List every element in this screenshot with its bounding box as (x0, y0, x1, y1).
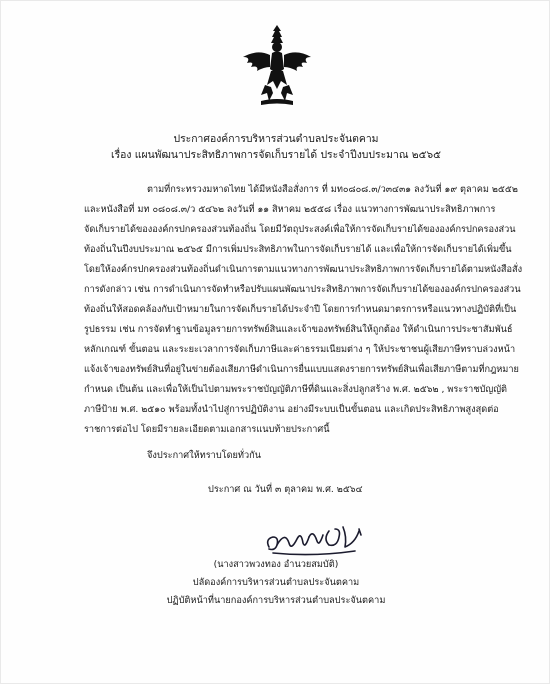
signatory-position: ปลัดองค์การบริหารส่วนตำบลประจันตคาม (192, 577, 360, 588)
closing-statement: จึงประกาศให้ทราบโดยทั่วกัน (147, 450, 261, 461)
handwritten-signature (263, 517, 373, 563)
body-line: ภาษีป้าย พ.ศ. ๒๕๑๐ พร้อมทั้งนำไปสู่การปฏิบัติงาน อย่างมีระบบเป็นขั้นตอน และเกิดประสิทธิภาพสูงสุดต่อ (84, 404, 499, 415)
body-line: แจ้งเจ้าของทรัพย์สินที่อยู่ในข่ายต้องเสียภาษีดำเนินการยื่นแบบแสดงรายการทรัพย์สินเพื่อเสียภาษีตามที่กฎหมาย (84, 364, 519, 375)
document-title: ประกาศองค์การบริหารส่วนตำบลประจันตคาม (173, 133, 379, 145)
document-subject: เรื่อง แผนพัฒนาประสิทธิภาพการจัดเก็บรายได้ ประจำปีงบประมาณ ๒๕๖๕ (111, 149, 441, 161)
body-line: ราชการต่อไป โดยมีรายละเอียดตามเอกสารแนบท้ายประกาศนี้ (84, 424, 330, 435)
body-line: ตามที่กระทรวงมหาดไทย ได้มีหนังสือสั่งการ ที่ มท๐๘๐๘.๓/ว๓๔๓๑ ลงวันที่ ๑๙ ตุลาคม ๒๕๕๒ (147, 184, 518, 195)
garuda-emblem (237, 23, 317, 107)
body-line: จัดเก็บรายได้ขององค์กรปกครองส่วนท้องถิ่น โดยมีวัตถุประสงค์เพื่อให้การจัดเก็บรายได้ขององค์กรปกครองส่วน (84, 224, 516, 235)
body-line: รูปธรรม เช่น การจัดทำฐานข้อมูลรายการทรัพย์สินและเจ้าของทรัพย์สินให้ถูกต้อง ให้ดำเนินการประชาสัมพันธ์ (84, 324, 513, 335)
signatory-acting-position: ปฏิบัติหน้าที่นายกองค์การบริหารส่วนตำบลประจันตคาม (166, 595, 386, 606)
body-line: การดังกล่าว เช่น การดำเนินการจัดทำหรือปรับแผนพัฒนาประสิทธิภาพการจัดเก็บรายได้ขององค์กรปกครองส่วน (84, 284, 521, 295)
body-line: ท้องถิ่นให้สอดคล้องกับเป้าหมายในการจัดเก็บรายได้ประจำปี โดยการกำหนดมาตรการหรือแนวทางปฏิบัติที่เป็น (84, 304, 517, 315)
signatory-name: (นางสาวพวงทอง อำนวยสมบัติ) (213, 559, 339, 570)
body-line: กำหนด เป็นต้น และเพื่อให้เป็นไปตามพระราชบัญญัติภาษีที่ดินและสิ่งปลูกสร้าง พ.ศ. ๒๕๖๒ , พระราชบัญญัติ (84, 384, 508, 395)
body-line: และหนังสือที่ มท ๐๘๐๘.๓/ว ๕๔๖๒ ลงวันที่ ๑๑ สิหาคม ๒๕๕๘ เรื่อง แนวทางการพัฒนาประสิทธิภาพการ (84, 204, 496, 215)
body-line: หลักเกณฑ์ ขั้นตอน และระยะเวลาการจัดเก็บภาษีและค่าธรรมเนียมต่าง ๆ ให้ประชาชนผู้เสียภาษีทราบล่วงหน้า (84, 344, 516, 355)
dateline: ประกาศ ณ วันที่ ๓ ตุลาคม พ.ศ. ๒๕๖๔ (208, 484, 363, 495)
body-line: โดยให้องค์กรปกครองส่วนท้องถิ่นดำเนินการตามแนวทางการพัฒนาประสิทธิภาพการจัดเก็บรายได้ตามหนังสือสั่ง (84, 264, 523, 275)
body-line: ท้องถิ่นในปีงบประมาณ ๒๕๖๕ มีการเพิ่มประสิทธิภาพในการจัดเก็บรายได้ และเพื่อให้การจัดเก็บรายได้เพิ่มขึ้น (84, 244, 512, 255)
